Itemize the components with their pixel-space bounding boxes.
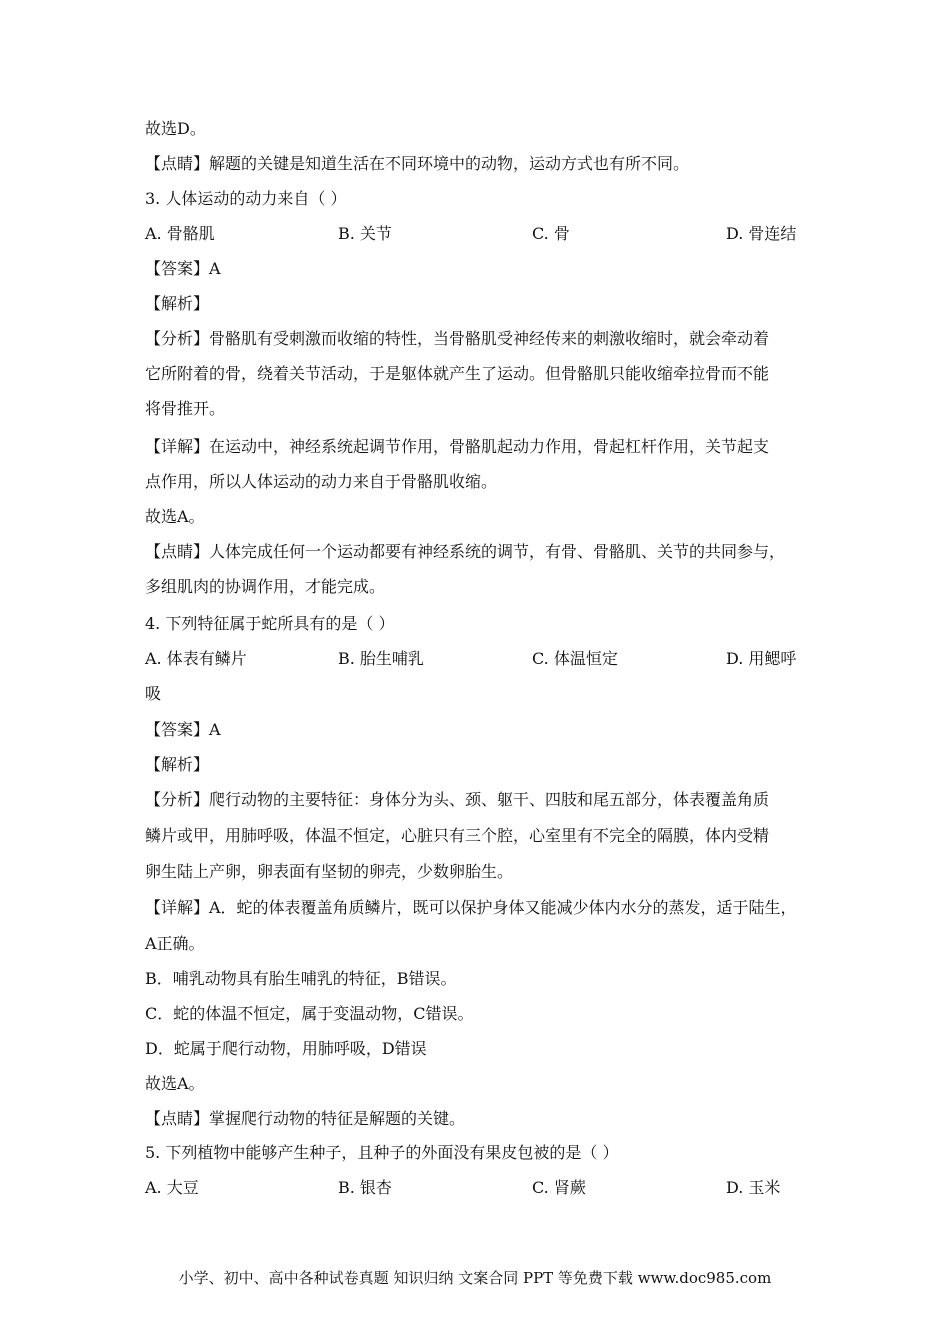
text-line: 故选A。	[145, 1074, 205, 1093]
analysis-heading: 【解析】	[145, 294, 210, 313]
text-line: B．哺乳动物具有胎生哺乳的特征，B错误。	[145, 969, 457, 988]
text-line: 将骨推开。	[145, 399, 226, 418]
analysis-heading: 【解析】	[145, 755, 210, 774]
question-4-stem: 4. 下列特征属于蛇所具有的是（ ）	[145, 614, 395, 633]
q3-option-c: C. 骨	[532, 224, 570, 243]
text-line: 【点睛】解题的关键是知道生活在不同环境中的动物，运动方式也有所不同。	[145, 154, 690, 173]
text-line: 【详解】在运动中，神经系统起调节作用，骨骼肌起动力作用，骨起杠杆作用，关节起支	[145, 437, 770, 456]
q3-option-b: B. 关节	[338, 224, 392, 243]
text-line: A正确。	[145, 934, 205, 953]
text-line: 多组肌肉的协调作用，才能完成。	[145, 577, 386, 596]
q3-option-d: D. 骨连结	[726, 224, 797, 243]
text-line: 【分析】骨骼肌有受刺激而收缩的特性，当骨骼肌受神经传来的刺激收缩时，就会牵动着	[145, 329, 770, 348]
text-line: 点作用，所以人体运动的动力来自于骨骼肌收缩。	[145, 472, 498, 491]
q5-option-c: C. 肾蕨	[532, 1178, 586, 1197]
text-line: 【分析】爬行动物的主要特征：身体分为头、颈、躯干、四肢和尾五部分，体表覆盖角质	[145, 790, 770, 809]
q5-option-d: D. 玉米	[726, 1178, 781, 1197]
question-3-stem: 3. 人体运动的动力来自（ ）	[145, 189, 347, 208]
text-line: D．蛇属于爬行动物，用肺呼吸，D错误	[145, 1039, 427, 1058]
text-line: 故选D。	[145, 119, 206, 138]
text-line: 【点睛】人体完成任何一个运动都要有神经系统的调节，有骨、骨骼肌、关节的共同参与，	[145, 542, 786, 561]
text-line: 故选A。	[145, 507, 205, 526]
text-line: 【详解】A．蛇的体表覆盖角质鳞片，既可以保护身体又能减少体内水分的蒸发，适于陆生，	[145, 898, 797, 917]
q4-option-a: A. 体表有鳞片	[145, 649, 247, 668]
q3-option-a: A. 骨骼肌	[145, 224, 215, 243]
text-line: 卵生陆上产卵，卵表面有坚韧的卵壳，少数卵胎生。	[145, 862, 514, 881]
page-footer: 小学、初中、高中各种试卷真题 知识归纳 文案合同 PPT 等免费下载 www.doc985.com	[178, 1269, 772, 1287]
answer-line: 【答案】A	[145, 720, 221, 739]
text-line: 吸	[145, 684, 162, 703]
text-line: 鳞片或甲，用肺呼吸，体温不恒定，心脏只有三个腔，心室里有不完全的隔膜，体内受精	[145, 826, 770, 845]
text-line: 【点睛】掌握爬行动物的特征是解题的关键。	[145, 1109, 466, 1128]
q4-option-d: D. 用鳃呼	[726, 649, 797, 668]
q4-option-c: C. 体温恒定	[532, 649, 618, 668]
text-line: 它所附着的骨，绕着关节活动，于是躯体就产生了运动。但骨骼肌只能收缩牵拉骨而不能	[145, 364, 770, 383]
answer-line: 【答案】A	[145, 259, 221, 278]
text-line: C．蛇的体温不恒定，属于变温动物，C错误。	[145, 1004, 474, 1023]
q5-option-a: A. 大豆	[145, 1178, 199, 1197]
q4-option-b: B. 胎生哺乳	[338, 649, 424, 668]
q5-option-b: B. 银杏	[338, 1178, 392, 1197]
question-5-stem: 5. 下列植物中能够产生种子，且种子的外面没有果皮包被的是（ ）	[145, 1143, 619, 1162]
